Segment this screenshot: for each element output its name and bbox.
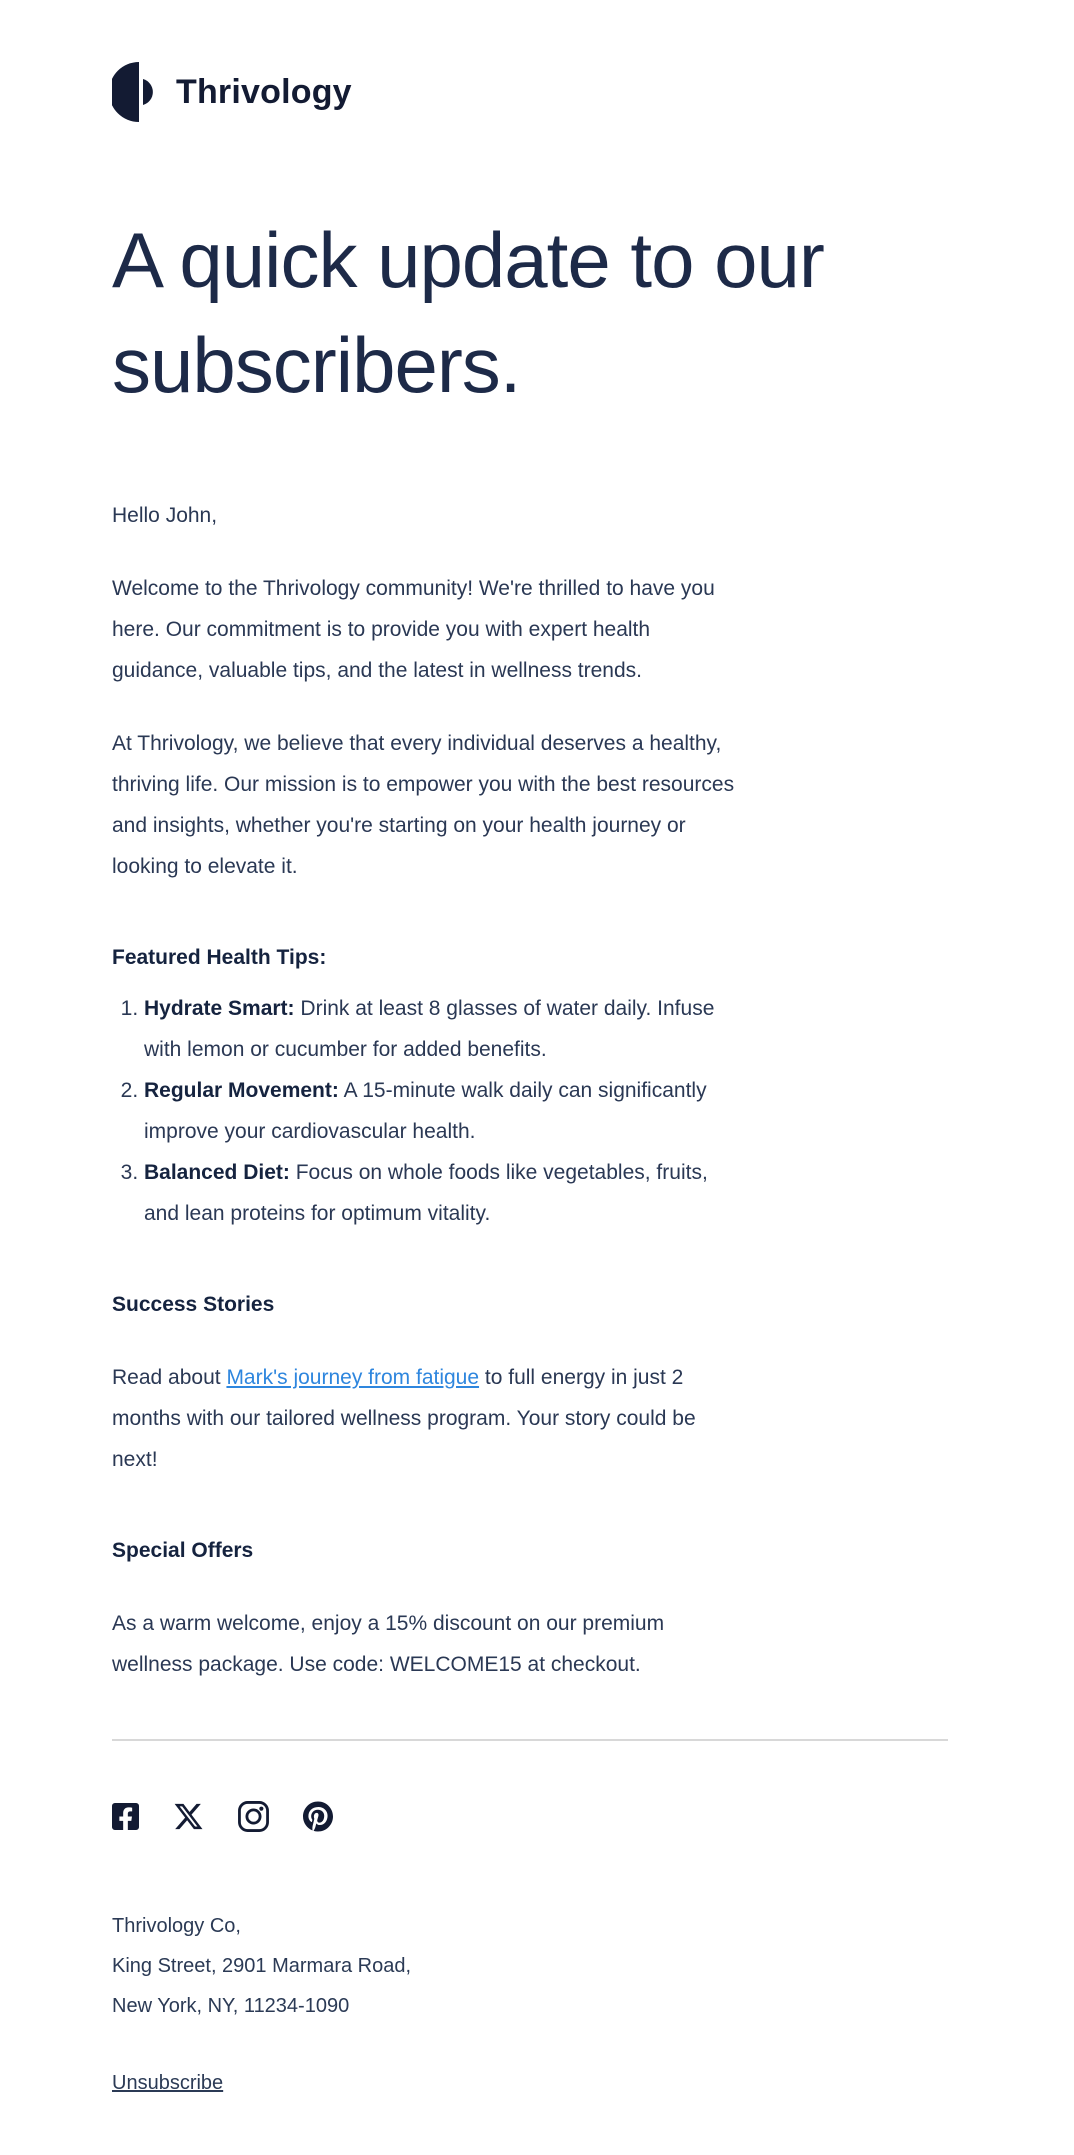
success-stories-paragraph [112,1357,746,1480]
marks-journey-link[interactable]: Mark's journey from fatigue [226,1365,480,1389]
tip-text: Focus on whole foods like vegetables, fruits, and lean proteins for optimum vitality. [144,1160,708,1225]
divider [112,1739,948,1741]
facebook-icon [112,1801,139,1832]
footer-address [112,1906,962,2026]
footer-company: Thrivology Co, [112,1914,241,1937]
list-item [144,1070,746,1152]
success-text-before: Read about [112,1365,227,1389]
email-content [112,495,746,1685]
page-title: A quick update to our subscribers. [112,216,824,410]
facebook-link[interactable] [112,1801,139,1832]
tip-text: Drink at least 8 glasses of water daily. Infuse with lemon or cucumber for added benefits. [144,996,715,1061]
tip-label: Balanced Diet: [144,1160,290,1184]
tips-heading: Featured Health Tips: [112,945,327,969]
social-links [112,1801,962,1832]
unsubscribe-link[interactable]: Unsubscribe [112,2071,224,2094]
thrivology-logo-icon [112,62,158,122]
pinterest-link[interactable] [303,1801,333,1832]
list-item [144,988,746,1070]
instagram-link[interactable] [238,1801,269,1832]
brand-logo[interactable] [112,62,962,122]
intro-paragraph-1: Welcome to the Thrivology community! We're thrilled to have you here. Our commitment is to provide you with expert health guidance, valuable tips, and the latest in wellness trends. [112,576,715,682]
greeting-text: Hello John, [112,503,218,527]
tip-label: Hydrate Smart: [144,996,295,1020]
success-text-after: to full energy in just 2 months with our tailored wellness program. Your story could be next! [112,1365,696,1471]
x-twitter-icon [173,1801,204,1832]
special-offers-paragraph: As a warm welcome, enjoy a 15% discount on our premium wellness package. Use code: WELCOME15 at checkout. [112,1611,665,1676]
intro-paragraph-2: At Thrivology, we believe that every individual deserves a healthy, thriving life. Our mission is to empower you with the best resources and insights, whether you're starting on your health journey or looking to elevate it. [112,731,735,878]
success-stories-heading: Success Stories [112,1292,275,1316]
list-item [144,1152,746,1234]
tip-text: A 15-minute walk daily can significantly improve your cardiovascular health. [144,1078,707,1143]
brand-name: Thrivology [176,72,352,111]
x-twitter-link[interactable] [173,1801,204,1832]
tip-label: Regular Movement: [144,1078,339,1102]
footer-city: New York, NY, 11234-1090 [112,1994,350,2017]
instagram-icon [238,1801,269,1832]
special-offers-heading: Special Offers [112,1538,254,1562]
pinterest-icon [303,1801,333,1832]
tips-list [112,988,746,1234]
footer-street: King Street, 2901 Marmara Road, [112,1954,412,1977]
